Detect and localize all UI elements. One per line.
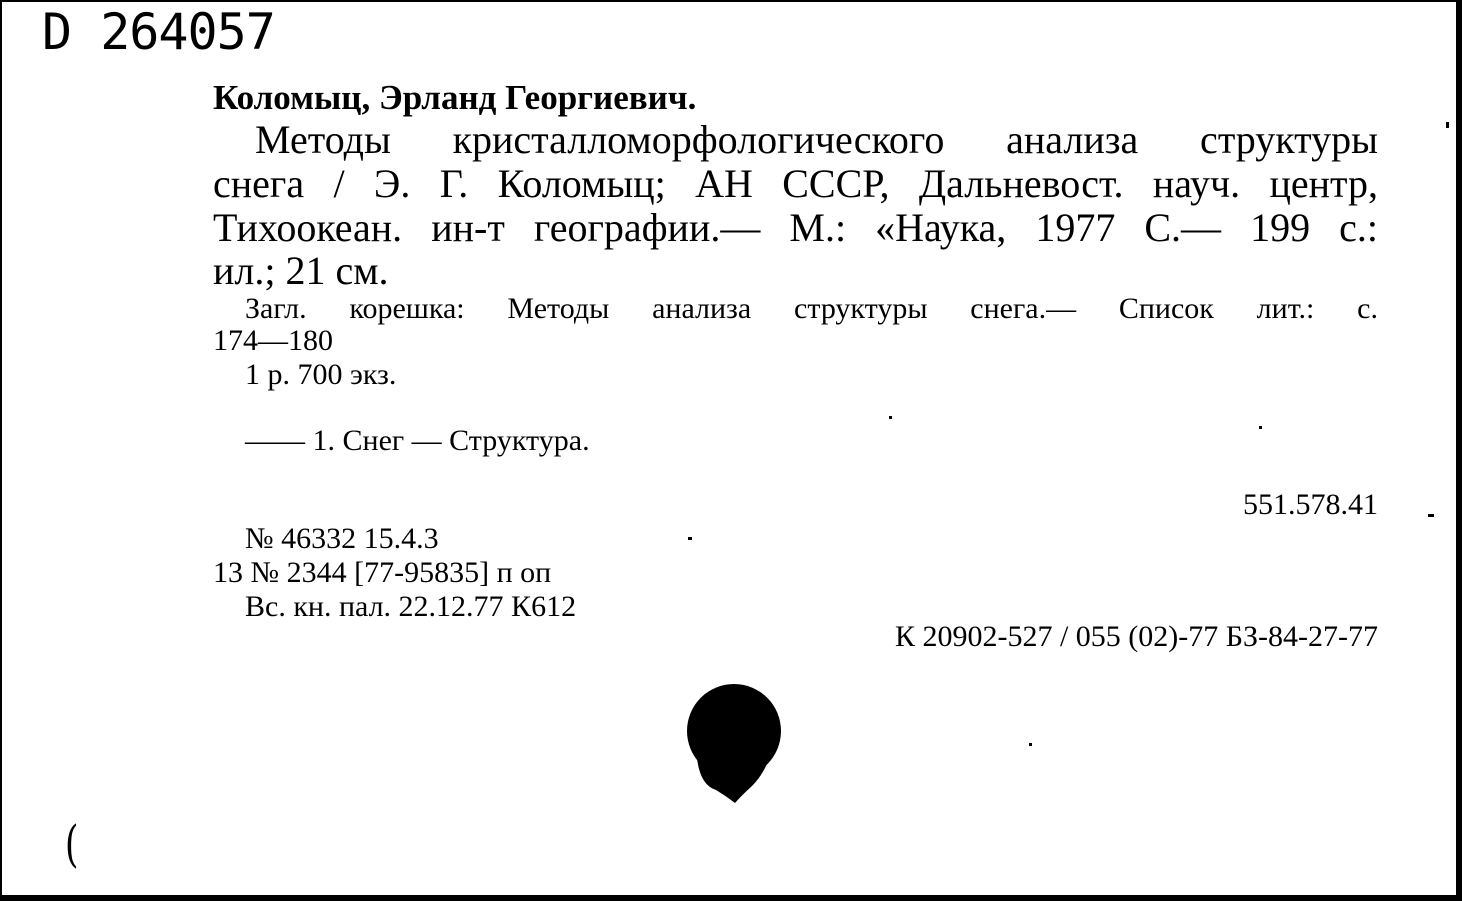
record-line-3: Вс. кн. пал. 22.12.77 К612 [245,590,577,623]
call-number: D 264057 [42,3,275,61]
note-line-1: Загл. корешка: Методы анализа структуры снега.— Список лит.: с. [245,292,1378,325]
title-line-1: Методы кристалломорфологического анализа структуры [255,117,1378,162]
author-heading: Коломыц, Эрланд Георгиевич. [213,78,697,117]
record-line-2: 13 № 2344 [77-95835] п оп [213,556,552,589]
scan-specks [688,122,1449,746]
record-line-1: № 46332 15.4.3 [245,522,439,555]
subject-heading: —— 1. Снег — Структура. [245,424,590,457]
title-line-3: Тихоокеан. ин-т географии.— М.: «Наука, 1977 С.— 199 с.: [213,205,1378,250]
price-line: 1 р. 700 экз. [245,358,397,391]
classification-number: 551.578.41 [1243,488,1378,521]
title-line-2: снега / Э. Г. Коломыц; АН СССР, Дальневост. науч. центр, [213,161,1378,206]
note-line-2: 174—180 [213,324,333,357]
catalog-code: К 20902-527 / 055 (02)-77 БЗ-84-27-77 [894,620,1378,653]
margin-pen-mark: ( [64,815,79,873]
punch-hole-icon [687,684,781,803]
title-line-4: ил.; 21 см. [213,248,389,293]
